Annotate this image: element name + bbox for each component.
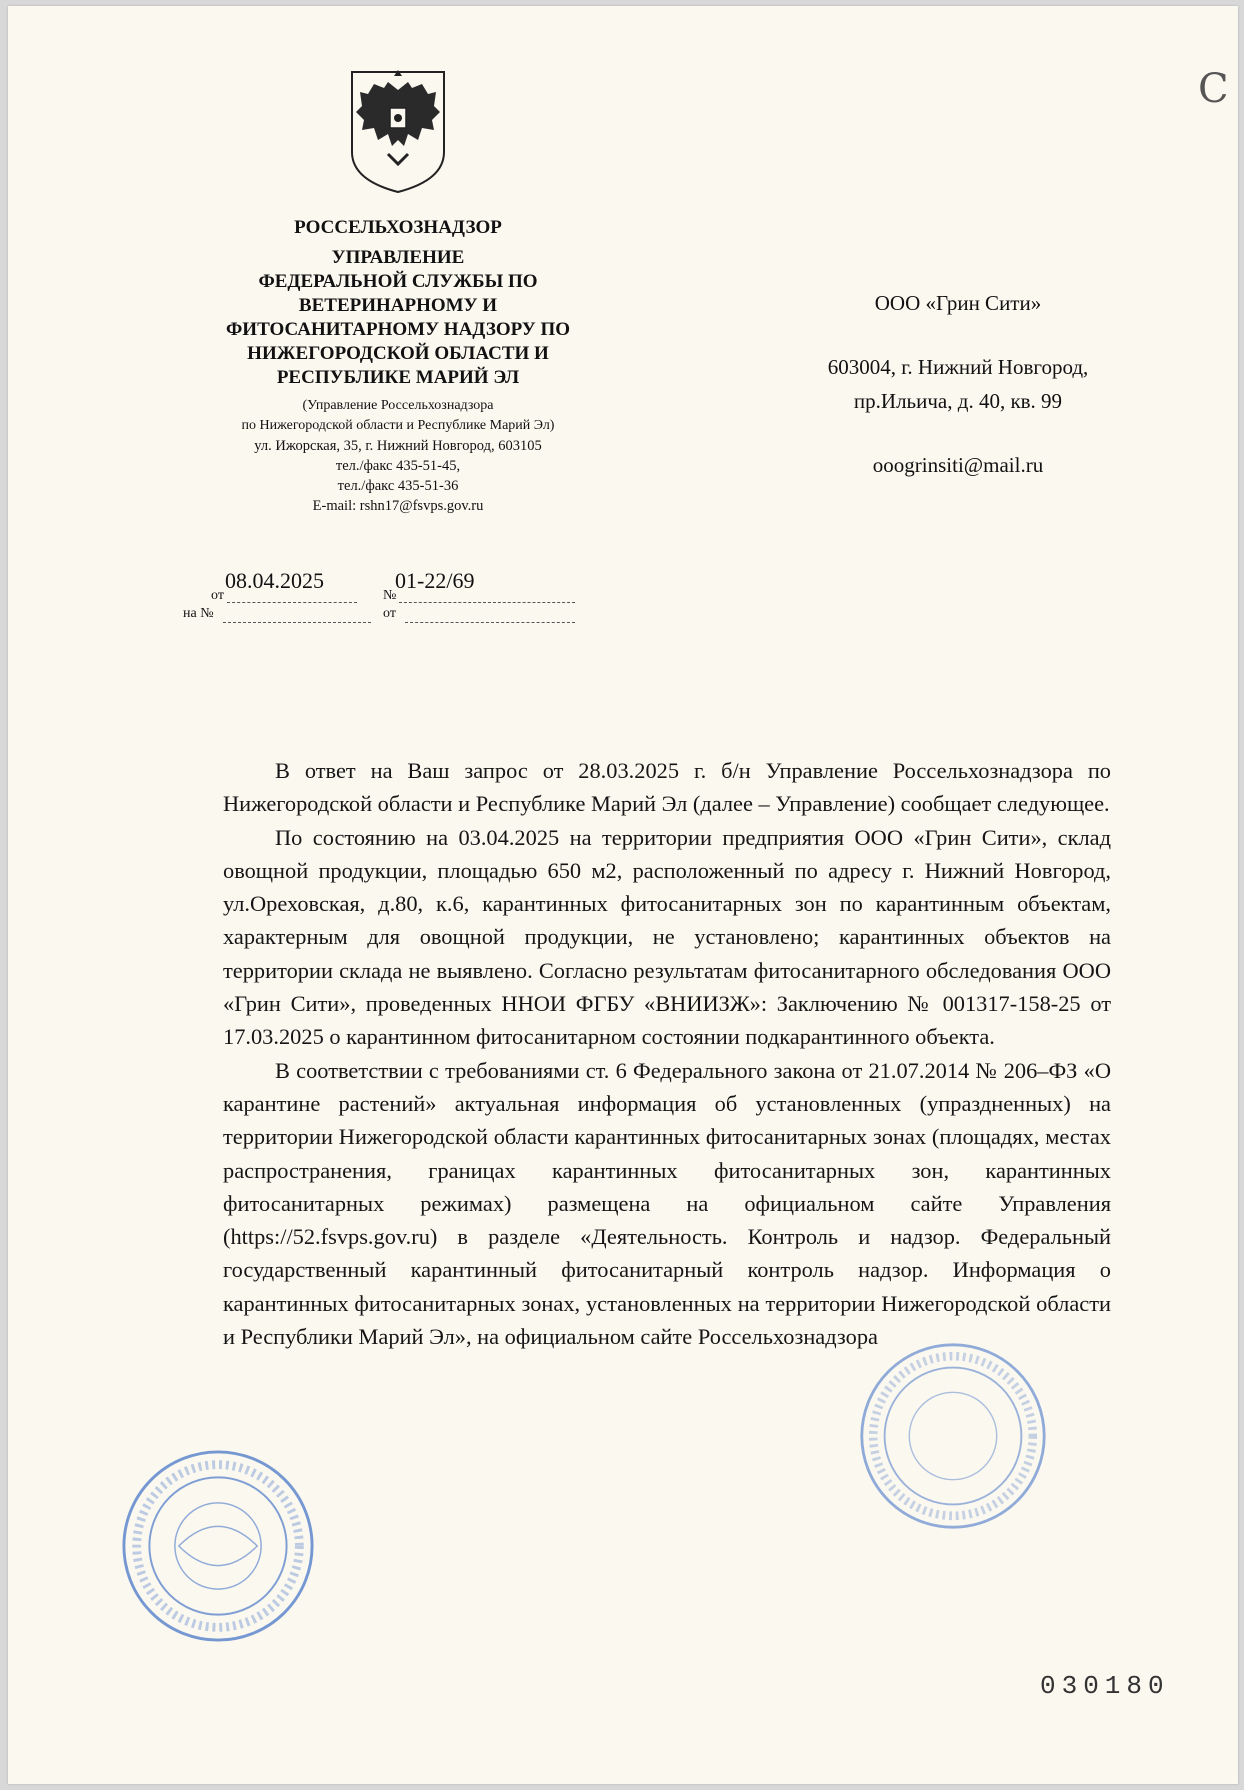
company-seal-stamp-overlap — [858, 1341, 1048, 1531]
company-seal-stamp — [120, 1448, 316, 1644]
sender-letterhead — [183, 216, 613, 516]
letter-reference-block — [183, 568, 593, 630]
body-paragraph-1: В ответ на Ваш запрос от 28.03.2025 г. б/н Управление Россельхознадзора по Нижегородской области и Республике Марий Эл (далее – Управление) сообщает следующее. — [223, 758, 1111, 817]
agency-name: РОССЕЛЬХОЗНАДЗОР — [294, 217, 502, 238]
page-number: 030180 — [1040, 1671, 1170, 1701]
coat-of-arms-emblem — [348, 68, 448, 196]
sender-email: E-mail: rshn17@fsvps.gov.ru — [312, 498, 484, 514]
body-paragraph-2: По состоянию на 03.04.2025 на территории предприятия ООО «Грин Сити», склад овощной продукции, площадью 650 м2, расположенный по адресу г. Нижний Новгород, ул.Ореховская, д.80, к.6, карантинных фитосанитарных зон по карантинным объектам, характерным для овощной продукции, не установлено; карантинных объектов на территории склада не выявлено. Согласно результатам фитосанитарного обследования ООО «Грин Сити», проведенных ННОИ ФГБУ «ВНИИЗЖ»: Заключению № 001317-158-25 от 17.03.2025 о карантинном фитосанитарном состоянии подкарантинного объекта. — [223, 824, 1111, 1050]
body-paragraph-3: В соответствии с требованиями ст. 6 Федерального закона от 21.07.2014 № 206–ФЗ «О карантине растений» актуальная информация об установленных (упраздненных) на территории Нижегородской области карантинных фитосанитарных зонах (площадях, местах распространения, границах карантинных фитосанитарных зон, карантинных фитосанитарных режимах) размещена на официальном сайте Управления (https://52.fsvps.gov.ru) в разделе «Деятельность. Контроль и надзор. Федеральный государственный карантинный фитосанитарный контроль надзор. Информация о карантинных фитосанитарных зонах, установленных на территории Нижегородской области и Республики Марий Эл», на официальном сайте Россельхознадзора — [223, 1057, 1111, 1350]
recipient-block — [748, 286, 1168, 482]
sender-phone-2: тел./факс 435-51-36 — [337, 478, 459, 494]
reply-date-label: от — [383, 606, 396, 621]
number-label: № — [383, 588, 397, 603]
reply-number-label: на № — [183, 606, 214, 621]
corner-handwritten-mark: C — [1198, 66, 1229, 112]
dept-line-3: ВЕТЕРИНАРНОМУ И — [298, 295, 498, 316]
date-label: от — [211, 588, 224, 603]
dept-line-1: УПРАВЛЕНИЕ — [331, 247, 465, 268]
dept-line-5: НИЖЕГОРОДСКОЙ ОБЛАСТИ И — [247, 343, 549, 364]
sender-address: ул. Ижорская, 35, г. Нижний Новгород, 603105 — [254, 438, 542, 454]
short-name-line-1: (Управление Россельхознадзора — [302, 398, 494, 413]
recipient-name: ООО «Грин Сити» — [874, 291, 1042, 315]
short-name-line-2: по Нижегородской области и Республике Марий Эл) — [241, 418, 555, 433]
letter-number: 01-22/69 — [395, 568, 475, 593]
dept-line-4: ФИТОСАНИТАРНОМУ НАДЗОРУ ПО — [225, 319, 571, 340]
sender-phone-1: тел./факс 435-51-45, — [335, 458, 461, 474]
recipient-email: ooogrinsiti@mail.ru — [872, 453, 1044, 477]
document-page — [8, 6, 1238, 1784]
dept-line-6: РЕСПУБЛИКЕ МАРИЙ ЭЛ — [276, 367, 520, 388]
letter-body — [223, 754, 1111, 1353]
dept-line-2: ФЕДЕРАЛЬНОЙ СЛУЖБЫ ПО — [258, 271, 538, 292]
letter-date: 08.04.2025 — [225, 568, 324, 593]
recipient-address-line-2: пр.Ильича, д. 40, кв. 99 — [853, 389, 1063, 413]
recipient-address-line-1: 603004, г. Нижний Новгород, — [827, 355, 1089, 379]
